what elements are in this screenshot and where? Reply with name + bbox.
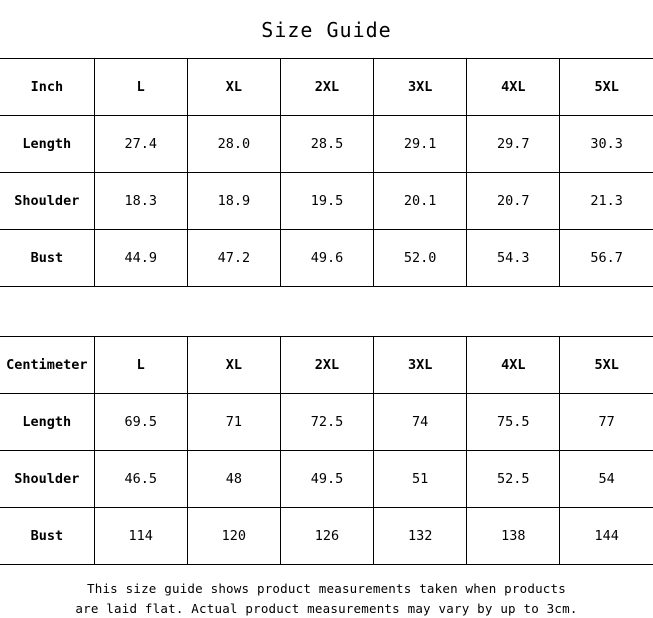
table-row [0, 116, 653, 173]
cell-shoulder-xl: 48 [187, 451, 280, 508]
cell-length-5xl: 77 [560, 394, 653, 451]
cell-bust-l: 44.9 [94, 230, 187, 287]
cell-bust-3xl: 132 [374, 508, 467, 565]
table-row [0, 173, 653, 230]
cell-length-4xl: 29.7 [467, 116, 560, 173]
size-header-4xl: 4XL [467, 337, 560, 394]
row-label-length: Length [0, 394, 94, 451]
size-header-5xl: 5XL [560, 337, 653, 394]
cell-bust-xl: 120 [187, 508, 280, 565]
cell-bust-3xl: 52.0 [374, 230, 467, 287]
cell-shoulder-4xl: 52.5 [467, 451, 560, 508]
unit-header-centimeter: Centimeter [0, 337, 94, 394]
cell-shoulder-3xl: 20.1 [374, 173, 467, 230]
cell-bust-2xl: 49.6 [280, 230, 373, 287]
table-header-row [0, 337, 653, 394]
cell-length-3xl: 29.1 [374, 116, 467, 173]
cell-shoulder-xl: 18.9 [187, 173, 280, 230]
unit-header-inch: Inch [0, 59, 94, 116]
cell-shoulder-2xl: 19.5 [280, 173, 373, 230]
cell-shoulder-2xl: 49.5 [280, 451, 373, 508]
size-table-inch [0, 58, 653, 287]
size-header-5xl: 5XL [560, 59, 653, 116]
cell-bust-5xl: 56.7 [560, 230, 653, 287]
cell-shoulder-5xl: 54 [560, 451, 653, 508]
row-label-length: Length [0, 116, 94, 173]
cell-shoulder-l: 18.3 [94, 173, 187, 230]
cell-length-2xl: 72.5 [280, 394, 373, 451]
size-header-4xl: 4XL [467, 59, 560, 116]
row-label-bust: Bust [0, 230, 94, 287]
table-header-row [0, 59, 653, 116]
page-title: Size Guide [261, 18, 392, 42]
cell-length-5xl: 30.3 [560, 116, 653, 173]
footer-note-line-1: This size guide shows product measurements taken when products [87, 581, 566, 597]
row-label-shoulder: Shoulder [0, 451, 94, 508]
footer-note [0, 565, 653, 618]
row-label-bust: Bust [0, 508, 94, 565]
size-header-xl: XL [187, 59, 280, 116]
size-header-3xl: 3XL [374, 337, 467, 394]
size-table-centimeter [0, 336, 653, 565]
size-header-l: L [94, 59, 187, 116]
cell-length-l: 27.4 [94, 116, 187, 173]
cell-length-4xl: 75.5 [467, 394, 560, 451]
table-row [0, 230, 653, 287]
cell-length-3xl: 74 [374, 394, 467, 451]
cell-shoulder-4xl: 20.7 [467, 173, 560, 230]
cell-shoulder-l: 46.5 [94, 451, 187, 508]
cell-length-l: 69.5 [94, 394, 187, 451]
cell-length-xl: 28.0 [187, 116, 280, 173]
footer-note-line-2: are laid flat. Actual product measurements may vary by up to 3cm. [75, 600, 578, 616]
cell-bust-5xl: 144 [560, 508, 653, 565]
table-separator [0, 287, 653, 336]
table-row [0, 451, 653, 508]
cell-shoulder-3xl: 51 [374, 451, 467, 508]
cell-length-2xl: 28.5 [280, 116, 373, 173]
row-label-shoulder: Shoulder [0, 173, 94, 230]
cell-bust-4xl: 54.3 [467, 230, 560, 287]
size-header-xl: XL [187, 337, 280, 394]
cell-bust-2xl: 126 [280, 508, 373, 565]
size-header-2xl: 2XL [280, 59, 373, 116]
size-header-2xl: 2XL [280, 337, 373, 394]
size-header-3xl: 3XL [374, 59, 467, 116]
cell-length-xl: 71 [187, 394, 280, 451]
cell-shoulder-5xl: 21.3 [560, 173, 653, 230]
table-row [0, 508, 653, 565]
size-header-l: L [94, 337, 187, 394]
cell-bust-4xl: 138 [467, 508, 560, 565]
cell-bust-l: 114 [94, 508, 187, 565]
table-row [0, 394, 653, 451]
cell-bust-xl: 47.2 [187, 230, 280, 287]
